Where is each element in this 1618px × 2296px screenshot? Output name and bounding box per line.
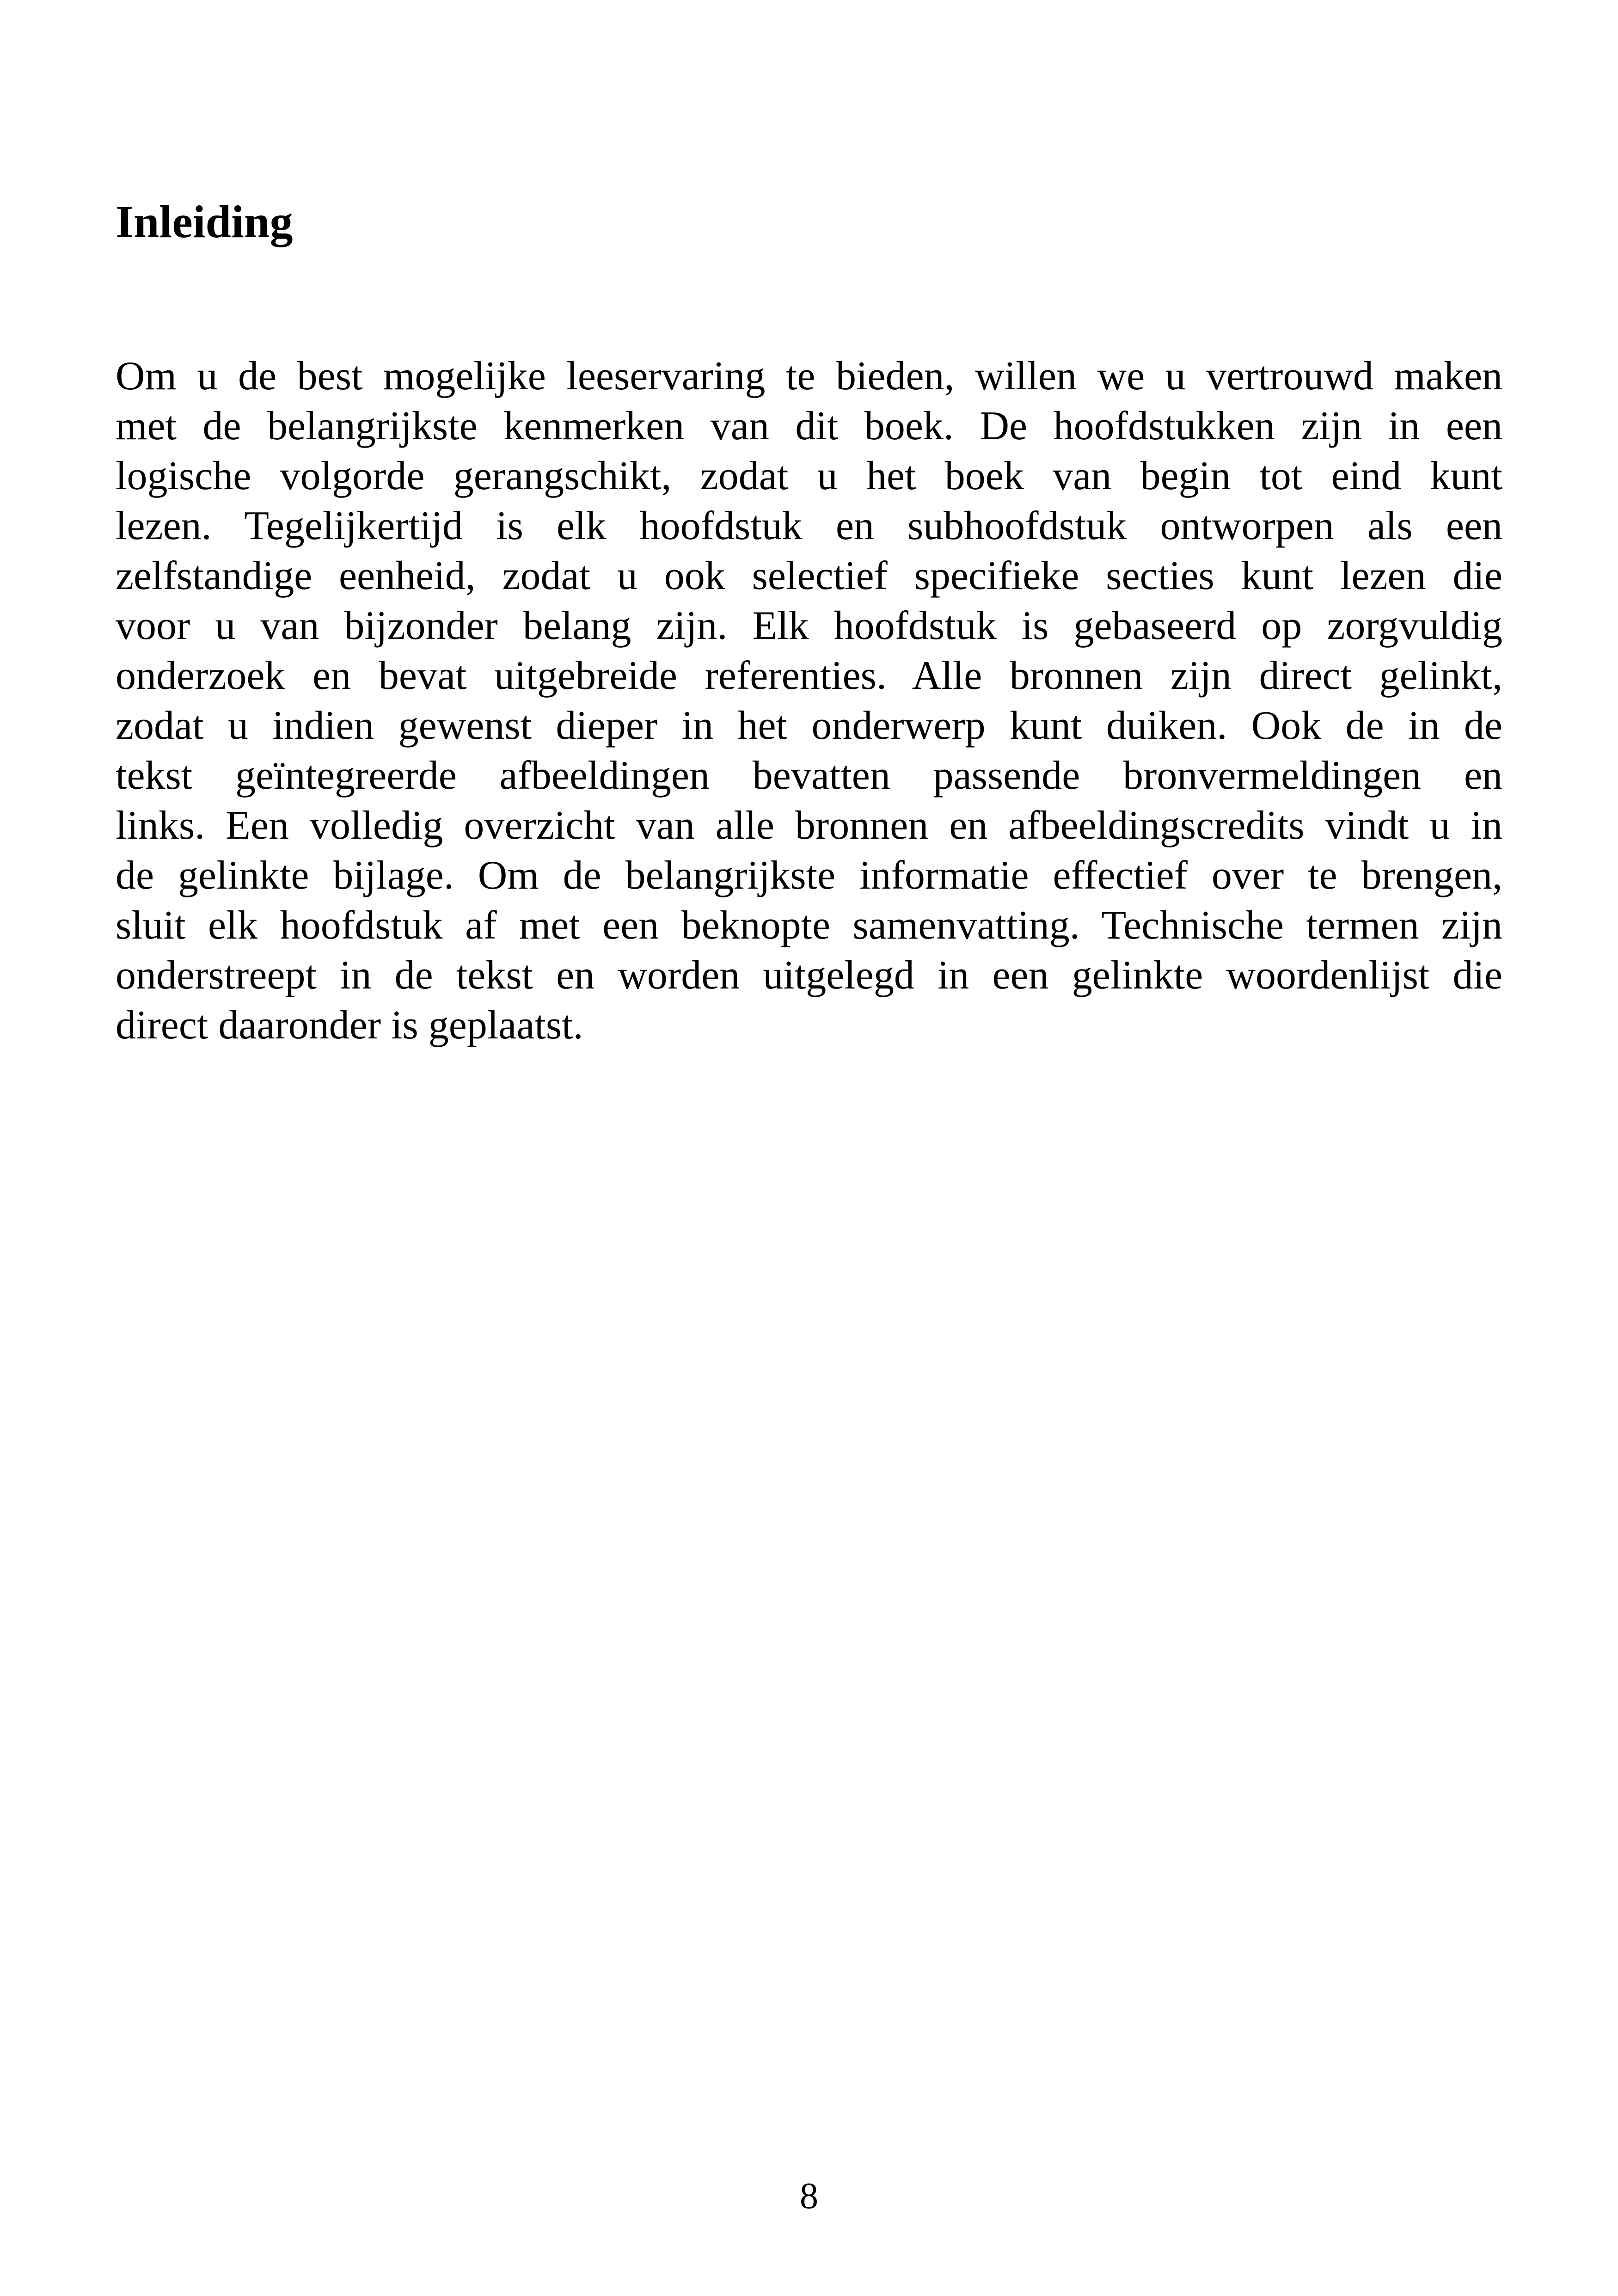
body-line: links. Een volledig overzicht van alle bronnen en afbeeldingscredits vindt u in: [116, 803, 1502, 848]
body-line: zodat u indien gewenst dieper in het onderwerp kunt duiken. Ook de in de: [116, 703, 1502, 748]
page-heading: Inleiding: [116, 196, 293, 247]
body-line: met de belangrijkste kenmerken van dit boek. De hoofdstukken zijn in een: [116, 404, 1502, 448]
body-line: de gelinkte bijlage. Om de belangrijkste informatie effectief over te brengen,: [116, 853, 1502, 898]
body-line: onderstreept in de tekst en worden uitgelegd in een gelinkte woordenlijst die: [116, 953, 1502, 998]
body-line: onderzoek en bevat uitgebreide referenties. Alle bronnen zijn direct gelinkt,: [116, 653, 1502, 698]
body-line: sluit elk hoofdstuk af met een beknopte samenvatting. Technische termen zijn: [116, 903, 1502, 948]
body-line: tekst geïntegreerde afbeeldingen bevatten passende bronvermeldingen en: [116, 753, 1502, 798]
body-line: logische volgorde gerangschikt, zodat u het boek van begin tot eind kunt: [116, 454, 1502, 498]
body-line: lezen. Tegelijkertijd is elk hoofdstuk en subhoofdstuk ontworpen als een: [116, 503, 1502, 548]
body-line: voor u van bijzonder belang zijn. Elk hoofdstuk is gebaseerd op zorgvuldig: [116, 603, 1502, 648]
page-number: 8: [800, 2176, 818, 2216]
body-paragraph: [116, 351, 1502, 1050]
body-line: direct daaronder is geplaatst.: [116, 1003, 583, 1048]
body-line: Om u de best mogelijke leeservaring te bieden, willen we u vertrouwd maken: [116, 354, 1502, 399]
body-line: zelfstandige eenheid, zodat u ook selectief specifieke secties kunt lezen die: [116, 553, 1502, 598]
